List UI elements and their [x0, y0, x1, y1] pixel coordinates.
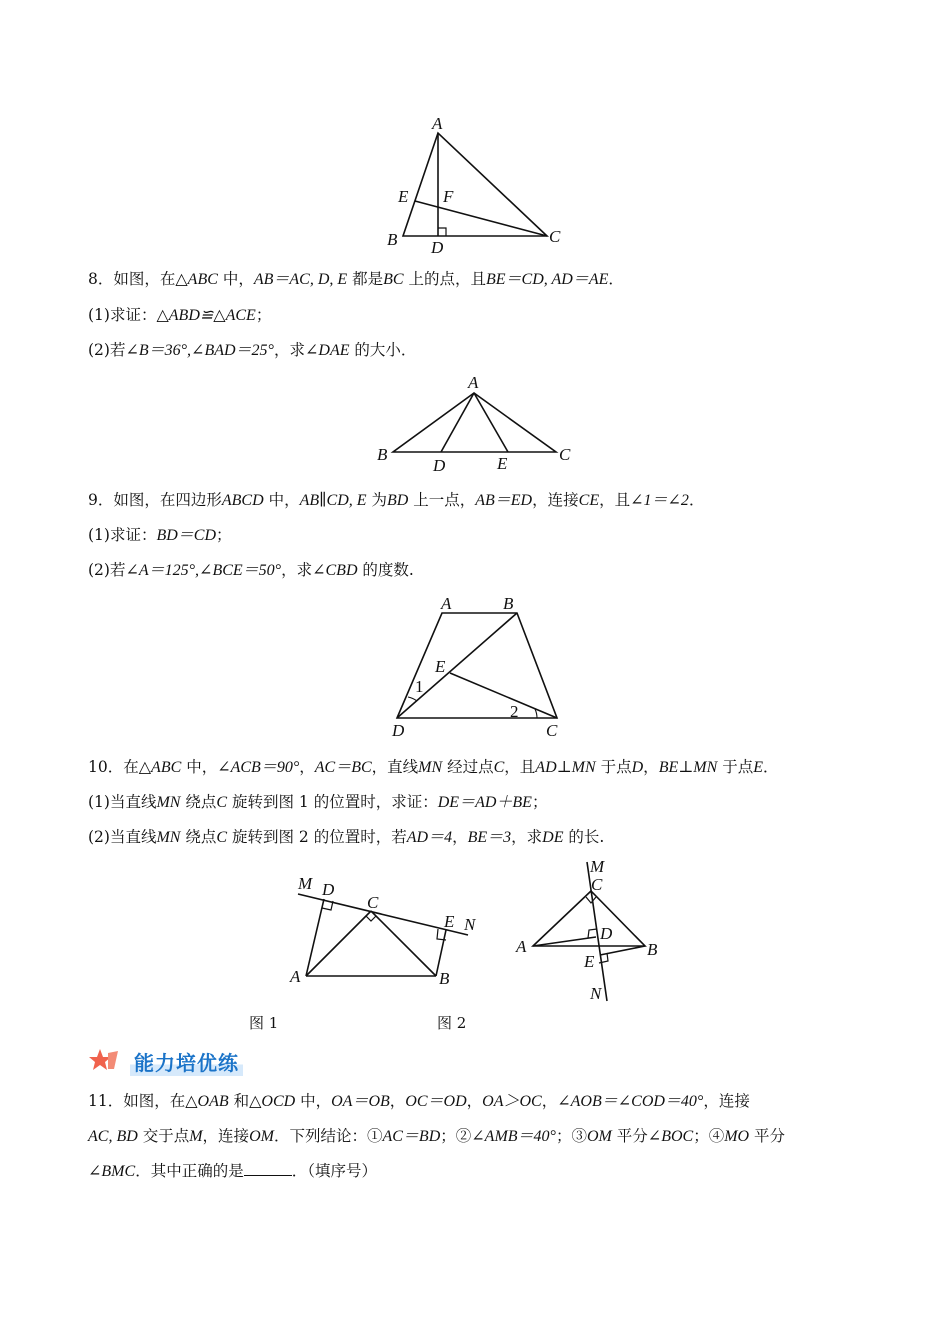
q11-line2: AC, BD 交于点M，连接OM．下列结论：①AC＝BD；②∠AMB＝40°；③OM 平分∠BOC；④MO 平分 — [88, 1127, 786, 1145]
figure-q10-1 — [285, 868, 490, 993]
right-angle-c — [586, 897, 596, 903]
label-c: C — [549, 227, 561, 246]
q10-part1: (1)当直线MN 绕点C 旋转到图 1 的位置时，求证：DE＝AD＋BE； — [88, 793, 548, 811]
label-e: E — [444, 912, 455, 931]
triangle-abc — [403, 133, 547, 236]
segment-ad — [441, 393, 474, 452]
label-c: C — [546, 721, 558, 740]
label-a: A — [290, 967, 301, 986]
q9-stem: 9．如图，在四边形ABCD 中，AB∥CD, E 为BD 上一点，AB＝ED，连接CE，且∠1＝∠2． — [88, 491, 705, 509]
q9-part2: (2)若∠A＝125°,∠BCE＝50°，求∠CBD 的度数. — [88, 561, 414, 579]
label-a: A — [468, 373, 479, 392]
label-b: B — [377, 445, 388, 464]
label-e: E — [497, 454, 508, 473]
label-c: C — [559, 445, 571, 464]
q8-part1: (1)求证：△ABD≌△ACE； — [88, 306, 272, 324]
label-d: D — [392, 721, 405, 740]
angle-2-arc — [535, 709, 537, 718]
label-m: M — [590, 857, 605, 876]
star-icon — [88, 1047, 122, 1075]
segment-ad — [306, 899, 324, 976]
segment-ae — [474, 393, 508, 452]
segment-bc — [371, 911, 436, 976]
caption-figure-1: 图 1 — [249, 1014, 279, 1032]
section-title: 能力培优练 — [130, 1047, 243, 1076]
label-n: N — [464, 915, 476, 934]
label-c: C — [367, 893, 379, 912]
label-d: D — [322, 880, 335, 899]
answer-blank[interactable] — [244, 1161, 292, 1176]
q10-stem: 10．在△ABC 中，∠ACB＝90°，AC＝BC，直线MN 经过点C，且AD⊥MN 于点D，BE⊥MN 于点E． — [88, 758, 779, 776]
label-d: D — [431, 238, 444, 257]
segment-ce — [415, 201, 547, 236]
q8-stem: 8．如图，在△ABC 中，AB＝AC, D, E 都是BC 上的点，且BE＝CD, AD＝AE． — [88, 270, 624, 288]
figure-q9 — [385, 588, 570, 740]
right-angle-c — [366, 916, 376, 921]
figure-q8 — [370, 368, 580, 478]
q8-part2: (2)若∠B＝36°,∠BAD＝25°，求∠DAE 的大小． — [88, 341, 417, 359]
segment-ce — [450, 673, 557, 718]
label-angle-1: 1 — [415, 677, 424, 696]
section-heading — [88, 1046, 243, 1076]
q11-line3: ∠BMC．其中正确的是 ．（填序号） — [88, 1162, 377, 1180]
caption-figure-2: 图 2 — [437, 1014, 467, 1032]
segment-ad — [533, 937, 596, 946]
label-d: D — [433, 456, 446, 475]
label-c: C — [591, 875, 603, 894]
label-a: A — [516, 937, 527, 956]
segment-ac — [306, 911, 371, 976]
figure-q7 — [380, 110, 580, 260]
label-b: B — [503, 594, 514, 613]
figure-q10-2 — [510, 852, 670, 1007]
label-e: E — [435, 657, 446, 676]
label-e: E — [584, 952, 595, 971]
q10-part2: (2)当直线MN 绕点C 旋转到图 2 的位置时，若AD＝4，BE＝3，求DE 的长. — [88, 828, 605, 846]
label-d: D — [600, 924, 613, 943]
label-a: A — [432, 114, 443, 133]
quadrilateral-abcd — [397, 613, 557, 718]
q11-line1: 11．如图，在△OAB 和△OCD 中，OA＝OB，OC＝OD，OA＞OC，∠AOB＝∠COD＝40°，连接 — [88, 1092, 750, 1110]
label-b: B — [439, 969, 450, 988]
right-angle-mark — [438, 228, 446, 236]
label-f: F — [443, 187, 454, 206]
q9-part1: (1)求证：BD＝CD； — [88, 526, 232, 544]
angle-1-arc — [408, 697, 417, 701]
label-e: E — [398, 187, 409, 206]
diagonal-bd — [397, 613, 517, 718]
label-a: A — [441, 594, 452, 613]
label-b: B — [387, 230, 398, 249]
triangle-abc — [393, 393, 556, 452]
label-m: M — [298, 874, 313, 893]
label-b: B — [647, 940, 658, 959]
label-n: N — [590, 984, 602, 1003]
label-angle-2: 2 — [510, 702, 519, 721]
